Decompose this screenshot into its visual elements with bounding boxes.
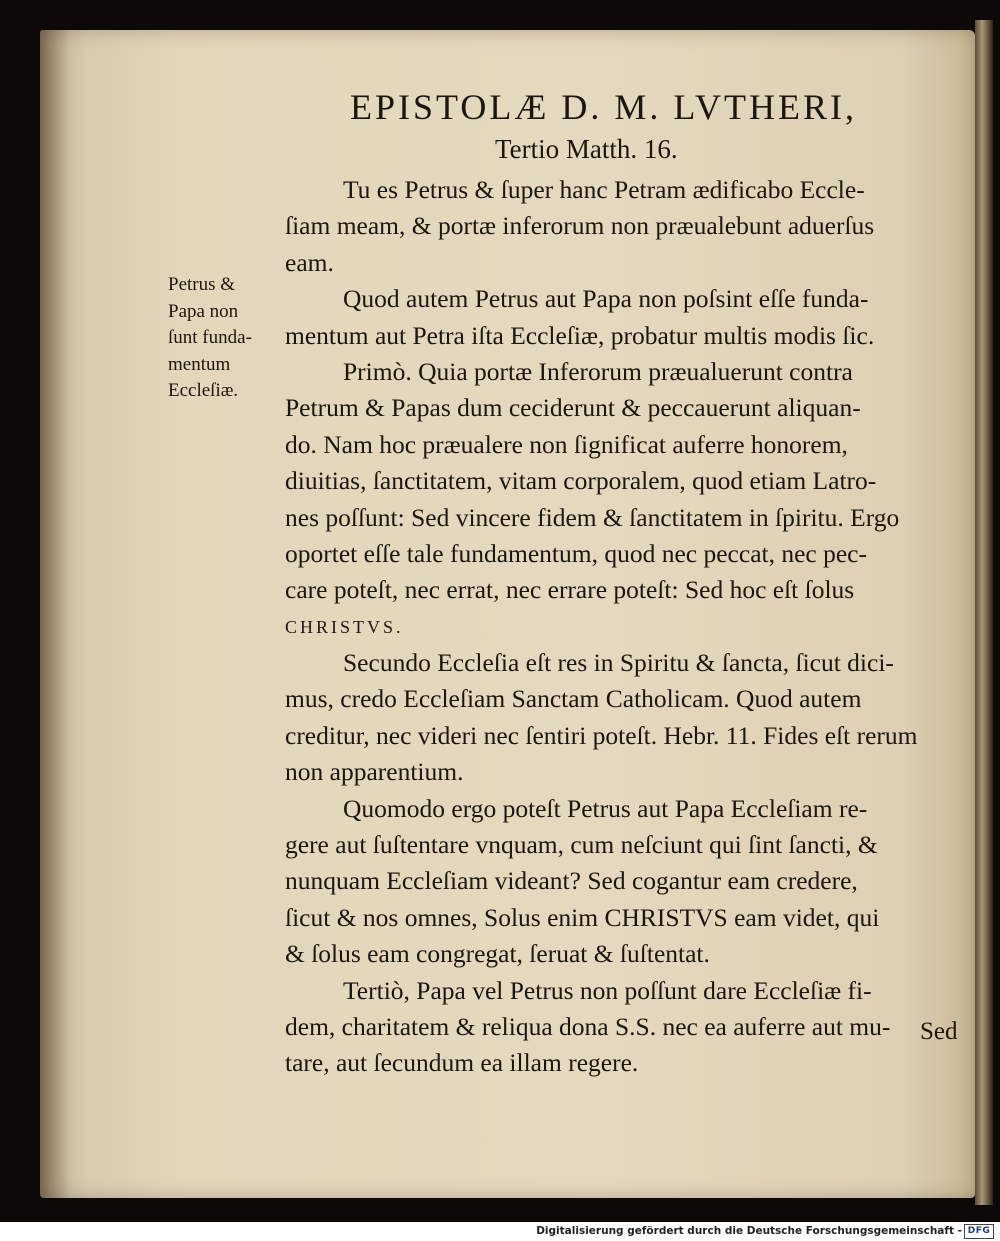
margin-note-line: Petrus & bbox=[168, 274, 236, 295]
catchword: Sed bbox=[920, 1018, 958, 1045]
margin-note-line: ſunt funda- bbox=[168, 327, 252, 348]
body-line: CHRISTVS. bbox=[285, 616, 404, 637]
body-line: Quod autem Petrus aut Papa non poſsint eſſe funda- bbox=[343, 284, 869, 314]
body-line: Quomodo ergo poteſt Petrus aut Papa Eccleſiam re- bbox=[343, 793, 868, 823]
body-line: gere aut ſuſtentare vnquam, cum neſciunt qui ſint ſancti, & bbox=[285, 830, 878, 860]
gutter-shadow bbox=[40, 30, 70, 1198]
margin-note-line: Papa non bbox=[168, 300, 239, 322]
body-line: creditur, nec videri nec ſentiri poteſt. Hebr. 11. Fides eſt rerum bbox=[285, 720, 918, 750]
margin-note-line: mentum bbox=[168, 353, 231, 375]
body-text bbox=[285, 172, 965, 1082]
body-line: nes poſſunt: Sed vincere fidem & ſanctitatem in ſpiritu. Ergo bbox=[285, 502, 900, 532]
margin-note-line: Eccleſiæ. bbox=[168, 380, 239, 401]
body-line: care poteſt, nec errat, nec errare poteſt: Sed hoc eſt ſolus bbox=[285, 575, 855, 605]
running-head: EPISTOLÆ D. M. LVTHERI, bbox=[350, 87, 858, 127]
body-line: ſiam meam, & portæ inferorum non præualebunt aduerſus bbox=[285, 211, 875, 241]
dfg-logo-icon: DFG bbox=[964, 1224, 994, 1239]
body-line: dem, charitatem & reliqua dona S.S. nec ea auferre aut mu- bbox=[285, 1011, 891, 1041]
body-line: Secundo Eccleſia eſt res in Spiritu & ſancta, ſicut dici- bbox=[343, 648, 894, 678]
body-line: non apparentium. bbox=[285, 757, 464, 787]
section-subtitle: Tertio Matth. 16. bbox=[495, 134, 678, 164]
body-line: & ſolus eam congregat, ſeruat & ſuſtentat. bbox=[285, 939, 710, 969]
body-line: mus, credo Eccleſiam Sanctam Catholicam. Quod autem bbox=[285, 684, 862, 714]
body-line: tare, aut ſecundum ea illam regere. bbox=[285, 1048, 639, 1078]
body-line: ſicut & nos omnes, Solus enim CHRISTVS eam videt, qui bbox=[285, 902, 880, 932]
body-line: eam. bbox=[285, 247, 334, 277]
body-line: do. Nam hoc præualere non ſignificat auferre honorem, bbox=[285, 429, 848, 459]
body-line: Primò. Quia portæ Inferorum præualuerunt contra bbox=[343, 356, 853, 386]
body-line: Tertiò, Papa vel Petrus non poſſunt dare Eccleſiæ fi- bbox=[343, 975, 872, 1005]
body-line: Tu es Petrus & ſuper hanc Petram ædificabo Eccle- bbox=[343, 175, 865, 204]
body-line: diuitias, ſanctitatem, vitam corporalem, quod etiam Latro- bbox=[285, 466, 877, 496]
body-line: mentum aut Petra iſta Eccleſiæ, probatur multis modis ſic. bbox=[285, 320, 875, 350]
body-line: nunquam Eccleſiam videant? Sed cogantur eam credere, bbox=[285, 866, 858, 896]
body-line: Petrum & Papas dum ceciderunt & peccauerunt aliquan- bbox=[285, 393, 861, 423]
footer-credit: Digitalisierung gefördert durch die Deutsche Forschungsgemeinschaft - bbox=[536, 1225, 962, 1237]
page-edge-shadow bbox=[975, 20, 993, 1205]
margin-note bbox=[168, 272, 278, 405]
body-line: oportet eſſe tale fundamentum, quod nec peccat, nec pec- bbox=[285, 538, 867, 568]
